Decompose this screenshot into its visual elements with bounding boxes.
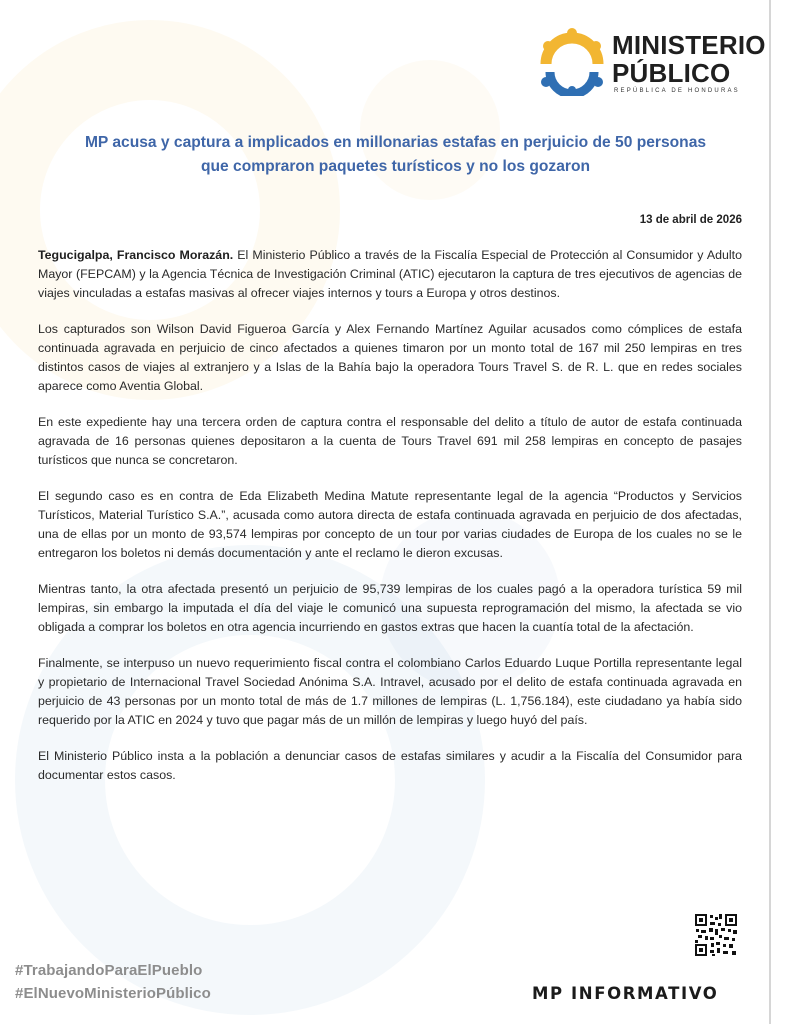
paragraph: Los capturados son Wilson David Figueroa García y Alex Fernando Martínez Aguilar acusados como cómplices de estafa continuada agravada en perjuicio de cinco afectados a quienes timaron por un monto total de 167 mil 250 lempiras en tres distintos casos de viajes al extranjero y a Islas de la Bahía bajo la operadora Tours Travel S. de R. L. que en redes sociales aparece como Aventia Global. [38, 322, 742, 393]
paragraph: El Ministerio Público insta a la población a denunciar casos de estafas similares y acudir a la Fiscalía del Consumidor para documentar estos casos. [38, 749, 742, 782]
ministerio-publico-logo-icon [536, 24, 608, 96]
dateline: Tegucigalpa, Francisco Morazán. [38, 248, 234, 262]
paragraph: Mientras tanto, la otra afectada presentó un perjuicio de 95,739 lempiras de los cuales pagó a la operadora turística 59 mil lempiras, sin embargo la imputada el día del viaje le comunicó una supuesta reprogramación del mismo, la afectada se vio obligada a comprar los boletos en otra agencia incurriendo en gastos extras que hacen la cuantía total de la afectación. [38, 582, 742, 634]
mp-informativo-brand: MP INFORMATIVO [532, 984, 719, 1003]
ministerio-publico-logo [536, 24, 766, 96]
paragraph [38, 246, 742, 303]
page-edge-rule [769, 0, 771, 1024]
logo-subtitle: REPÚBLICA DE HONDURAS [614, 88, 740, 94]
paragraph-text: El Ministerio Público a través de la Fiscalía Especial de Protección al Consumidor y Adulto Mayor (FEPCAM) y la Agencia Técnica de Investigación Criminal (ATIC) ejecutaron la captura de tres ejecutivos de agencias de viajes vinculadas a estafas masivas al ofrecer viajes internos y tours a Europa y otros destinos. [38, 248, 742, 300]
logo-title-line1: MINISTERIO [612, 30, 766, 60]
hashtag-trabajando: #TrabajandoParaElPueblo [15, 962, 203, 979]
article-body [38, 246, 742, 802]
publication-date: 13 de abril de 2026 [639, 214, 742, 226]
paragraph: Finalmente, se interpuso un nuevo requerimiento fiscal contra el colombiano Carlos Eduardo Luque Portilla representante legal y propietario de Internacional Travel Sociedad Anónima S.A. Intravel, acusado por el delito de estafa continuada agravada en perjuicio de 43 personas por un monto total de más de 1.7 millones de lempiras (L. 1,756.184), este ciudadano ya había sido requerido por la ATIC en 2024 y tuvo que pagar más de un millón de lempiras y luego huyó del país. [38, 656, 742, 727]
headline-line1: MP acusa y captura a implicados en millonarias estafas en perjuicio de 50 personas [84, 134, 707, 151]
paragraph: El segundo caso es en contra de Eda Elizabeth Medina Matute representante legal de la agencia “Productos y Servicios Turísticos, Material Turístico S.A.”, acusada como autora directa de estafa continuada agravada en perjuicio de dos afectadas, una de ellas por un monto de 93,574 lempiras por concepto de un tour por varias ciudades de Europa de los cuales no se le entregaron los boletos ni demás documentación y ante el reclamo le dieron excusas. [38, 489, 742, 560]
logo-title-line2: PÚBLICO [612, 58, 731, 88]
qr-code-icon [694, 913, 738, 957]
headline-line2: que compraron paquetes turísticos y no los gozaron [200, 158, 591, 175]
hashtag-nuevo-ministerio: #ElNuevoMinisterioPúblico [15, 985, 211, 1002]
headline [50, 131, 741, 179]
paragraph: En este expediente hay una tercera orden de captura contra el responsable del delito a título de autor de estafa continuada agravada de 16 personas quienes depositaron a la cuenta de Tours Travel 691 mil 258 lempiras en concepto de pasajes turísticos que nunca se concretaron. [38, 415, 742, 467]
